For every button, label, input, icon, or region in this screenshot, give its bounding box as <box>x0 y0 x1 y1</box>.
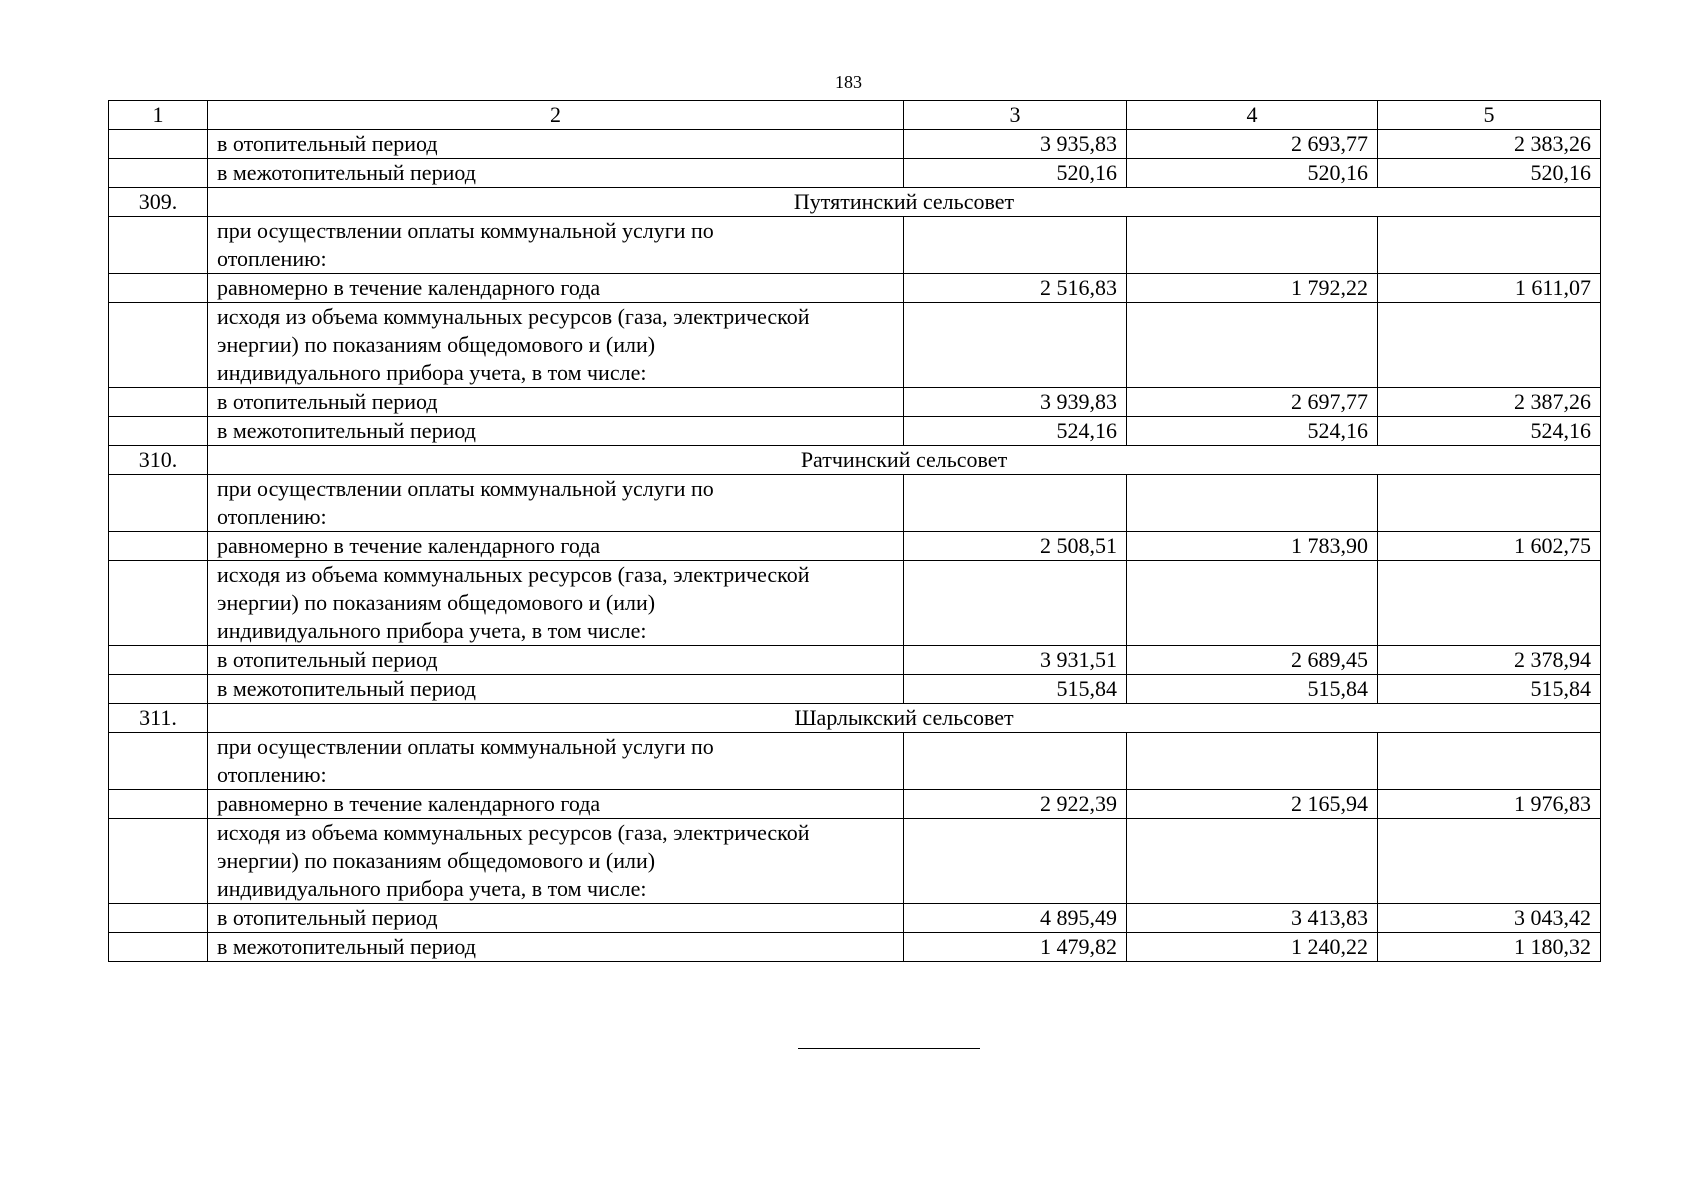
table-row <box>109 159 1601 188</box>
value-cell-col5: 1 602,75 <box>1378 532 1601 561</box>
table-row <box>109 646 1601 675</box>
value-cell-col5 <box>1378 217 1601 274</box>
value-cell-col4: 2 693,77 <box>1127 130 1378 159</box>
row-number-cell <box>109 159 208 188</box>
table-row <box>109 217 1601 274</box>
value-cell-col3 <box>904 561 1127 646</box>
row-number-cell <box>109 217 208 274</box>
section-number: 309. <box>109 188 208 217</box>
table-row <box>109 561 1601 646</box>
description-cell: в межотопительный период <box>208 159 904 188</box>
header-cell-5: 5 <box>1378 101 1601 130</box>
row-number-cell <box>109 933 208 962</box>
table-row <box>109 532 1601 561</box>
header-cell-1: 1 <box>109 101 208 130</box>
value-cell-col3 <box>904 733 1127 790</box>
row-number-cell <box>109 733 208 790</box>
value-cell-col3: 524,16 <box>904 417 1127 446</box>
description-cell: исходя из объема коммунальных ресурсов (газа, электрической энергии) по показаниям общедомового и (или) индивидуального прибора учета, в том числе: <box>208 819 904 904</box>
value-cell-col3 <box>904 819 1127 904</box>
row-number-cell <box>109 417 208 446</box>
table-row <box>109 904 1601 933</box>
value-cell-col3: 3 931,51 <box>904 646 1127 675</box>
description-cell: в отопительный период <box>208 388 904 417</box>
value-cell-col4: 1 792,22 <box>1127 274 1378 303</box>
value-cell-col4: 2 697,77 <box>1127 388 1378 417</box>
value-cell-col4 <box>1127 217 1378 274</box>
table-row <box>109 819 1601 904</box>
table-row <box>109 475 1601 532</box>
section-row <box>109 446 1601 475</box>
description-cell: при осуществлении оплаты коммунальной услуги по отоплению: <box>208 733 904 790</box>
value-cell-col4: 2 689,45 <box>1127 646 1378 675</box>
value-cell-col5: 515,84 <box>1378 675 1601 704</box>
value-cell-col5: 3 043,42 <box>1378 904 1601 933</box>
value-cell-col5 <box>1378 819 1601 904</box>
value-cell-col4: 520,16 <box>1127 159 1378 188</box>
description-cell: в отопительный период <box>208 904 904 933</box>
value-cell-col5 <box>1378 475 1601 532</box>
table-row <box>109 274 1601 303</box>
row-number-cell <box>109 274 208 303</box>
value-cell-col3 <box>904 303 1127 388</box>
value-cell-col3: 1 479,82 <box>904 933 1127 962</box>
section-title: Путятинский сельсовет <box>208 188 1601 217</box>
value-cell-col5 <box>1378 733 1601 790</box>
row-number-cell <box>109 475 208 532</box>
value-cell-col5: 2 387,26 <box>1378 388 1601 417</box>
value-cell-col4 <box>1127 819 1378 904</box>
description-cell: при осуществлении оплаты коммунальной услуги по отоплению: <box>208 217 904 274</box>
description-cell: исходя из объема коммунальных ресурсов (газа, электрической энергии) по показаниям общедомового и (или) индивидуального прибора учета, в том числе: <box>208 561 904 646</box>
value-cell-col3: 520,16 <box>904 159 1127 188</box>
row-number-cell <box>109 904 208 933</box>
value-cell-col4: 1 783,90 <box>1127 532 1378 561</box>
description-cell: равномерно в течение календарного года <box>208 532 904 561</box>
description-cell: в межотопительный период <box>208 417 904 446</box>
value-cell-col4 <box>1127 733 1378 790</box>
row-number-cell <box>109 675 208 704</box>
table-row <box>109 388 1601 417</box>
value-cell-col4: 3 413,83 <box>1127 904 1378 933</box>
table-row <box>109 130 1601 159</box>
value-cell-col5 <box>1378 303 1601 388</box>
description-cell: в отопительный период <box>208 130 904 159</box>
description-cell: в отопительный период <box>208 646 904 675</box>
value-cell-col5: 2 378,94 <box>1378 646 1601 675</box>
section-title: Шарлыкский сельсовет <box>208 704 1601 733</box>
description-cell: в межотопительный период <box>208 675 904 704</box>
page-number: 183 <box>835 72 862 92</box>
value-cell-col3 <box>904 217 1127 274</box>
section-row <box>109 704 1601 733</box>
value-cell-col5: 1 976,83 <box>1378 790 1601 819</box>
table-row <box>109 303 1601 388</box>
section-number: 310. <box>109 446 208 475</box>
table-body <box>109 101 1601 962</box>
row-number-cell <box>109 532 208 561</box>
section-title: Ратчинский сельсовет <box>208 446 1601 475</box>
value-cell-col3: 2 508,51 <box>904 532 1127 561</box>
value-cell-col4: 2 165,94 <box>1127 790 1378 819</box>
row-number-cell <box>109 561 208 646</box>
row-number-cell <box>109 646 208 675</box>
row-number-cell <box>109 130 208 159</box>
value-cell-col3: 4 895,49 <box>904 904 1127 933</box>
table-header-row <box>109 101 1601 130</box>
table-row <box>109 790 1601 819</box>
section-row <box>109 188 1601 217</box>
value-cell-col5: 524,16 <box>1378 417 1601 446</box>
description-cell: равномерно в течение календарного года <box>208 790 904 819</box>
row-number-cell <box>109 388 208 417</box>
value-cell-col4: 515,84 <box>1127 675 1378 704</box>
description-cell: исходя из объема коммунальных ресурсов (газа, электрической энергии) по показаниям общедомового и (или) индивидуального прибора учета, в том числе: <box>208 303 904 388</box>
value-cell-col3: 2 516,83 <box>904 274 1127 303</box>
value-cell-col5 <box>1378 561 1601 646</box>
table-row <box>109 417 1601 446</box>
tariff-table <box>108 100 1601 962</box>
footer-separator-line <box>798 1048 980 1049</box>
value-cell-col5: 1 180,32 <box>1378 933 1601 962</box>
value-cell-col5: 1 611,07 <box>1378 274 1601 303</box>
value-cell-col3: 3 935,83 <box>904 130 1127 159</box>
description-cell: в межотопительный период <box>208 933 904 962</box>
header-cell-4: 4 <box>1127 101 1378 130</box>
value-cell-col4 <box>1127 561 1378 646</box>
header-cell-3: 3 <box>904 101 1127 130</box>
table-row <box>109 675 1601 704</box>
table-row <box>109 733 1601 790</box>
value-cell-col3: 515,84 <box>904 675 1127 704</box>
value-cell-col4 <box>1127 475 1378 532</box>
description-cell: при осуществлении оплаты коммунальной услуги по отоплению: <box>208 475 904 532</box>
description-cell: равномерно в течение календарного года <box>208 274 904 303</box>
value-cell-col5: 520,16 <box>1378 159 1601 188</box>
table-row <box>109 933 1601 962</box>
value-cell-col3: 2 922,39 <box>904 790 1127 819</box>
value-cell-col3: 3 939,83 <box>904 388 1127 417</box>
value-cell-col4: 1 240,22 <box>1127 933 1378 962</box>
value-cell-col5: 2 383,26 <box>1378 130 1601 159</box>
section-number: 311. <box>109 704 208 733</box>
header-cell-2: 2 <box>208 101 904 130</box>
value-cell-col4: 524,16 <box>1127 417 1378 446</box>
value-cell-col4 <box>1127 303 1378 388</box>
value-cell-col3 <box>904 475 1127 532</box>
row-number-cell <box>109 819 208 904</box>
row-number-cell <box>109 790 208 819</box>
row-number-cell <box>109 303 208 388</box>
